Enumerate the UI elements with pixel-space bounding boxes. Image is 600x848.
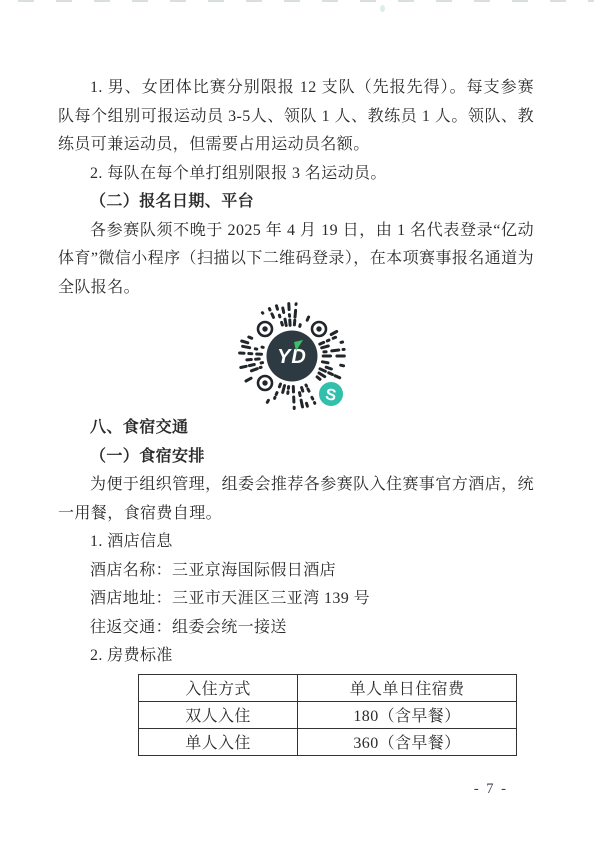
qr-code-row <box>58 302 534 414</box>
wechat-miniprogram-qr-code <box>236 302 356 414</box>
cell-checkin-type: 单人入住 <box>139 728 298 755</box>
table-row-double-occupancy <box>139 701 517 728</box>
hotel-name-line: 酒店名称：三亚京海国际假日酒店 <box>90 561 337 579</box>
miniprogram-badge-icon <box>318 381 344 407</box>
yd-sports-logo <box>267 331 318 382</box>
qr-eye-top-left <box>258 322 272 336</box>
page-number: - 7 - <box>473 781 508 797</box>
heading-registration-date-platform: （二）报名日期、平台 <box>90 193 255 210</box>
paragraph-team-entry-limit: 1. 男、女团体比赛分别限报 12 支队（先报先得）。每支参赛队每个组别可报运动员 3-5人、领队 1 人、教练员 1 人。领队、教练员可兼运动员，但需要占用运动员名额。 <box>58 79 534 153</box>
paragraph-singles-entry-limit: 2. 每队在每个单打组别限报 3 名运动员。 <box>90 164 387 182</box>
heading-accommodation-arrangement: （一）食宿安排 <box>90 447 205 465</box>
cell-checkin-type: 双人入住 <box>139 701 298 728</box>
yd-logo-text: YD <box>277 346 307 368</box>
item-hotel-info-label: 1. 酒店信息 <box>90 533 173 550</box>
hotel-address-line: 酒店地址：三亚市天涯区三亚湾 139 号 <box>90 590 371 607</box>
qr-eye-bottom-left <box>258 376 272 390</box>
rate-table-header-price: 单人单日住宿费 <box>298 674 517 701</box>
item-room-rate-label: 2. 房费标准 <box>90 647 173 664</box>
transport-line: 往返交通：组委会统一接送 <box>90 618 287 636</box>
cell-price: 180（含早餐） <box>298 701 517 728</box>
room-rate-table <box>138 674 517 756</box>
table-row-single-occupancy <box>139 728 517 755</box>
qr-eye-top-right <box>312 322 326 336</box>
rate-table-header-row <box>139 674 517 701</box>
heading-section-eight-board-transport: 八、食宿交通 <box>90 419 189 436</box>
miniprogram-badge-glyph: S <box>324 386 338 405</box>
paragraph-accommodation-arrangement: 为便于组织管理，组委会推荐各参赛队入住赛事官方酒店，统一用餐，食宿费自理。 <box>58 476 534 522</box>
paragraph-registration-instructions: 各参赛队须不晚于 2025 年 4 月 19 日，由 1 名代表登录“亿动体育”微信小程序（扫描以下二维码登录），在本项赛事报名通道为全队报名。 <box>58 221 534 296</box>
cell-price: 360（含早餐） <box>298 728 517 755</box>
rate-table-header-checkin-type: 入住方式 <box>139 674 298 701</box>
